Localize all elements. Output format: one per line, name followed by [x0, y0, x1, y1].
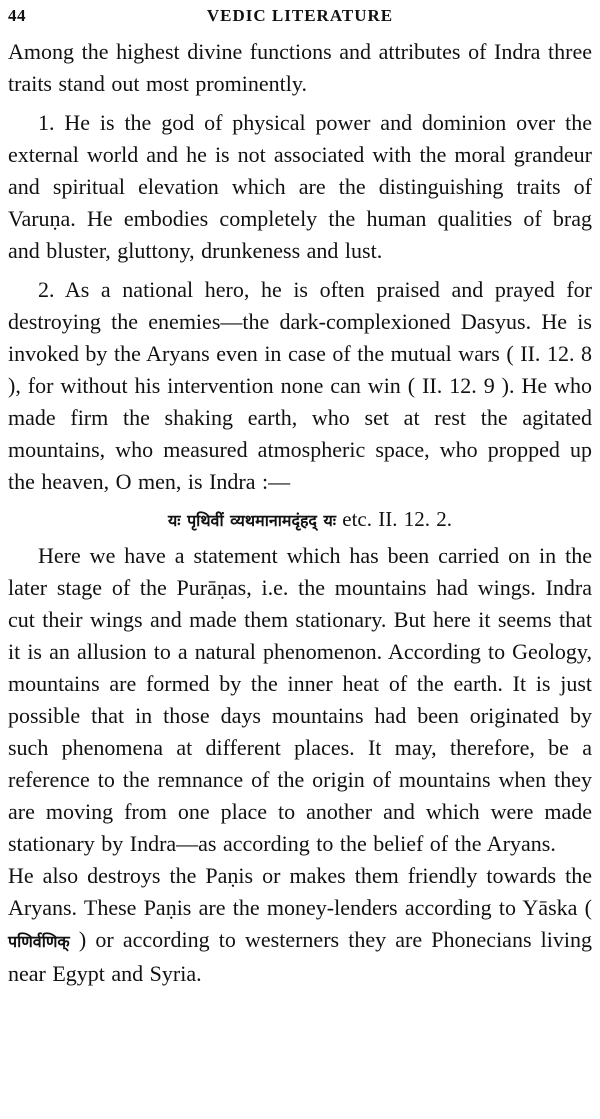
- paragraph-mountains: Here we have a statement which has been carried on in the later stage of the Purāṇas, i.e. the mountains had wings. Indra cut their wings and made them stationary. But here it seems that it is an allusion to a natural phenomenon. According to Geology, mountains are formed by the inner heat of the earth. It is just possible that in those days mountains had been originated by such phenomena at different places. It may, therefore, be a reference to the remnance of the origin of mountains when they are moving from one place to another and which were made stationary by Indra—as according to the belief of the Aryans.: [8, 543, 592, 856]
- paragraph-trait-2: 2. As a national hero, he is often praised and prayed for destroying the enemies—the dark-complexioned Dasyus. He is invoked by the Aryans even in case of the mutual wars ( II. 12. 8 ), for without his intervention none can win ( II. 12. 9 ). He who made firm the shaking earth, who set at rest the agitated mountains, who measured atmospheric space, who propped up the heaven, O men, is Indra :—: [8, 277, 592, 494]
- panis-text-end: ) or according to westerners they are Phonecians living near Egypt and Syria.: [8, 927, 593, 986]
- paragraph-trait-1: 1. He is the god of physical power and dominion over the external world and he is not associated with the moral grandeur and spiritual elevation which are the distinguishing traits of Varuṇa. He embodies completely the human qualities of brag and bluster, gluttony, drunkeness and lust.: [8, 110, 592, 263]
- page-number: 44: [8, 6, 26, 25]
- panis-text-start: He also destroys the Paṇis or makes them friendly towards the Aryans. These Paṇis are the money-lenders according to Yāska (: [8, 863, 592, 920]
- sanskrit-term: पणिर्वणिक्: [8, 932, 70, 951]
- running-title: VEDIC LITERATURE: [206, 6, 394, 25]
- paragraph-intro: Among the highest divine functions and attributes of Indra three traits stand out most prominently.: [8, 39, 592, 96]
- sanskrit-verse: यः पृथिवीं व्यथमानामदृंहद् यः: [168, 511, 337, 530]
- paragraph-panis: [8, 860, 592, 990]
- running-head: [8, 6, 592, 36]
- sanskrit-quote: [8, 504, 592, 536]
- verse-reference: etc. II. 12. 2.: [342, 507, 452, 531]
- body-text: [8, 36, 592, 990]
